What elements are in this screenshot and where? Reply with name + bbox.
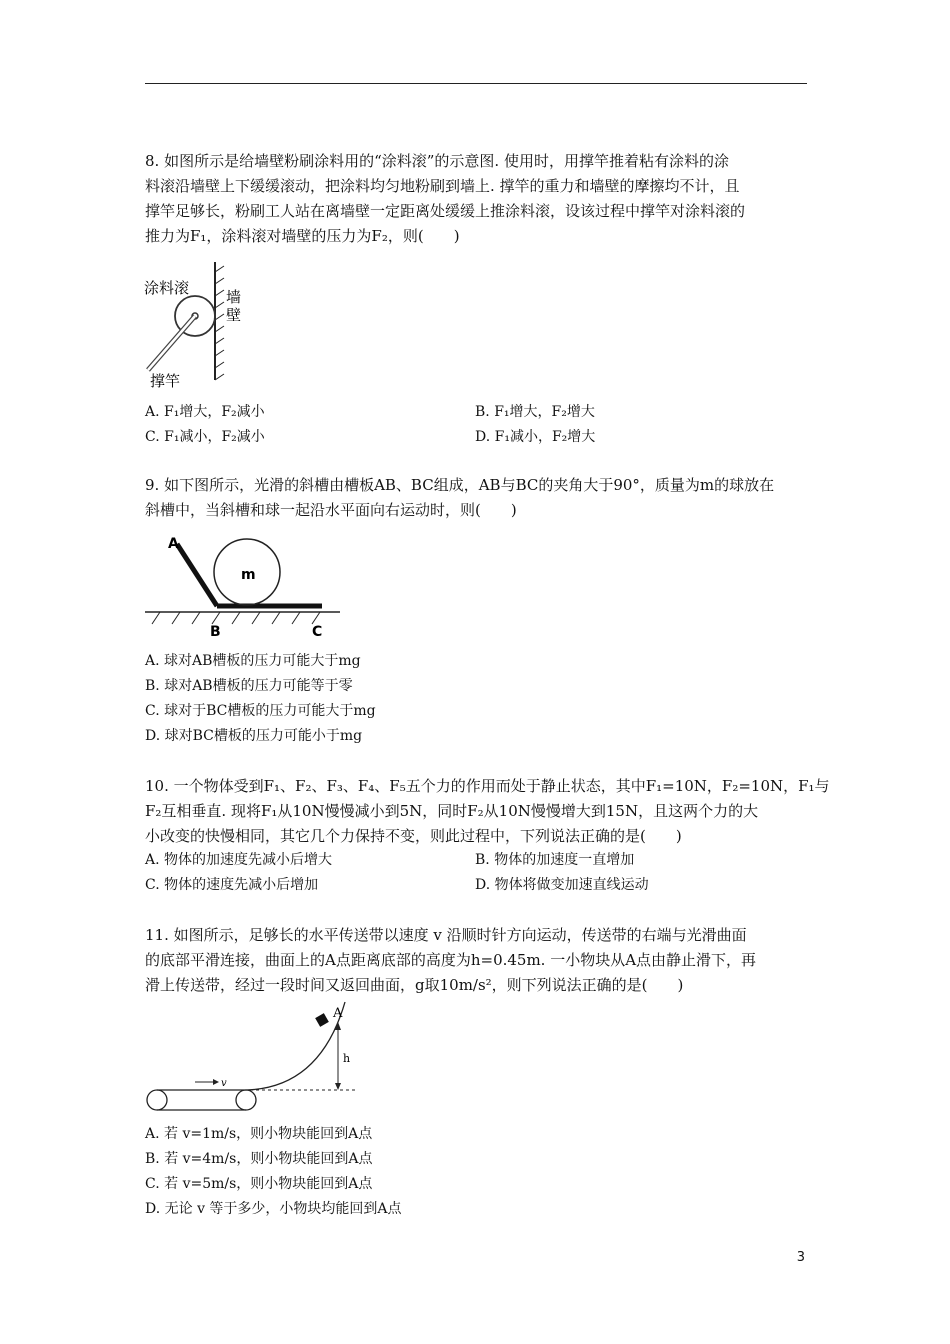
q11-line: 滑上传送带，经过一段时间又返回曲面，g取10m/s²，则下列说法正确的是( ) xyxy=(145,976,684,994)
q11-line: 11. 如图所示，足够长的水平传送带以速度 v 沿顺时针方向运动，传送带的右端与光滑曲面 xyxy=(145,926,747,944)
label-a: A xyxy=(333,1006,343,1021)
q8-option-d: D. F₁减小，F₂增大 xyxy=(475,429,596,445)
q11-option-b: B. 若 v=4m/s，则小物块能回到A点 xyxy=(145,1151,373,1167)
q9-option-d: D. 球对BC槽板的压力可能小于mg xyxy=(145,728,363,744)
q8-line: 料滚沿墙壁上下缓缓滚动，把涂料均匀地粉刷到墙上. 撑竿的重力和墙壁的摩擦均不计，且 xyxy=(145,177,740,195)
q8-option-b: B. F₁增大，F₂增大 xyxy=(475,404,595,420)
q9-option-a: A. 球对AB槽板的压力可能大于mg xyxy=(145,653,361,669)
q9-option-b: B. 球对AB槽板的压力可能等于零 xyxy=(145,678,353,694)
q8-option-a: A. F₁增大，F₂减小 xyxy=(145,404,265,420)
label-roller: 涂料滚 xyxy=(144,279,190,297)
q9-option-c: C. 球对于BC槽板的压力可能大于mg xyxy=(145,703,376,719)
roller-wall-figure xyxy=(140,258,250,390)
label-h: h xyxy=(343,1052,351,1065)
trough-ball-figure xyxy=(140,532,345,640)
label-wall-2: 壁 xyxy=(226,306,242,324)
q10-option-b: B. 物体的加速度一直增加 xyxy=(475,852,635,868)
label-m: m xyxy=(241,567,256,583)
q9-line: 9. 如下图所示，光滑的斜槽由槽板AB、BC组成，AB与BC的夹角大于90°，质量为m的球放在 xyxy=(145,476,775,494)
q11-option-d: D. 无论 v 等于多少，小物块均能回到A点 xyxy=(145,1201,402,1217)
q8-line: 推力为F₁，涂料滚对墙壁的压力为F₂，则( ) xyxy=(145,227,460,245)
q11-line: 的底部平滑连接，曲面上的A点距离底部的高度为h=0.45m. 一小物块从A点由静止滑下，再 xyxy=(145,951,757,969)
label-b: B xyxy=(210,624,221,640)
page-number: 3 xyxy=(796,1250,805,1265)
conveyor-curve-figure xyxy=(140,1000,370,1118)
q10-line: F₂互相垂直. 现将F₁从10N慢慢减小到5N，同时F₂从10N慢慢增大到15N，且这两个力的大 xyxy=(145,802,759,820)
q11-option-a: A. 若 v=1m/s，则小物块能回到A点 xyxy=(145,1126,373,1142)
label-wall-1: 墙 xyxy=(226,288,242,306)
q9-line: 斜槽中，当斜槽和球一起沿水平面向右运动时，则( ) xyxy=(145,501,517,519)
label-v: v xyxy=(221,1078,227,1089)
q10-option-c: C. 物体的速度先减小后增加 xyxy=(145,877,319,893)
q10-line: 小改变的快慢相同，其它几个力保持不变，则此过程中，下列说法正确的是( ) xyxy=(145,827,682,845)
q8-option-c: C. F₁减小，F₂减小 xyxy=(145,429,265,445)
q8-line: 8. 如图所示是给墙壁粉刷涂料用的“涂料滚”的示意图. 使用时，用撑竿推着粘有涂料的涂 xyxy=(145,152,729,170)
q10-option-a: A. 物体的加速度先减小后增大 xyxy=(145,852,333,868)
label-pole: 撑竿 xyxy=(150,372,181,390)
label-a: A xyxy=(168,536,179,552)
q8-line: 撑竿足够长，粉刷工人站在离墙壁一定距离处缓缓上推涂料滚，设该过程中撑竿对涂料滚的 xyxy=(145,202,746,220)
q10-option-d: D. 物体将做变加速直线运动 xyxy=(475,877,649,893)
q10-line: 10. 一个物体受到F₁、F₂、F₃、F₄、F₅五个力的作用而处于静止状态，其中F₁=10N，F₂=10N，F₁与 xyxy=(145,777,830,795)
label-c: C xyxy=(312,624,323,640)
q11-option-c: C. 若 v=5m/s，则小物块能回到A点 xyxy=(145,1176,373,1192)
header-rule xyxy=(145,83,807,84)
